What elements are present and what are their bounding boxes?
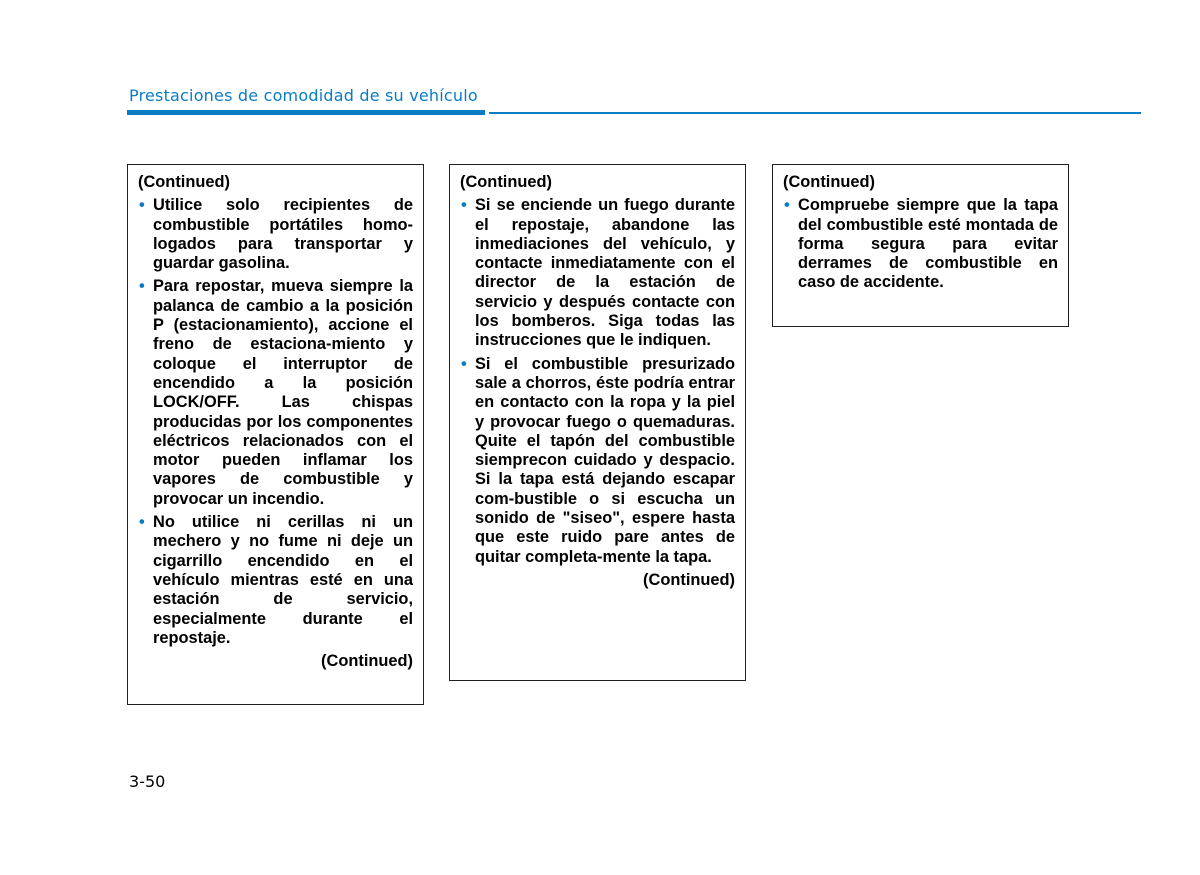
- header-rule-thick: [127, 110, 485, 115]
- bullet-icon: •: [139, 196, 145, 215]
- list-item: [138, 513, 413, 648]
- bullet-text: Compruebe siempre que la tapa del combustible esté montada de forma segura para evitar derrames de combustible en caso de accidente.: [798, 196, 1058, 292]
- list-item: [460, 196, 735, 350]
- bullet-text: Si el combustible presurizado sale a chorros, éste podría entrar en contacto con la ropa y la piel y provocar fuego o quemaduras. Quite el tapón del combustible siemprecon cuidado y despacio. Si la tapa está dejando escapar com-bustible o si escucha un sonido de "siseo", espere hasta que este ruido pare antes de quitar completa-mente la tapa.: [475, 354, 735, 566]
- header-rule-thin: [489, 112, 1141, 114]
- list-item: [783, 196, 1058, 292]
- bullet-text: Para repostar, mueva siempre la palanca de cambio a la posición P (estacionamiento), accione el freno de estaciona-miento y coloque el interruptor de encendido a la posición LOCK/OFF. Las chispas producidas por los componentes eléctricos relacionados con el motor pueden inflamar los vapores de combustible y provocar un incendio.: [153, 277, 413, 508]
- section-title: Prestaciones de comodidad de su vehículo: [129, 86, 478, 105]
- page-number: 3-50: [129, 772, 166, 791]
- bullet-text: No utilice ni cerillas ni un mechero y no fume ni deje un cigarrillo encendido en el vehículo mientras esté en una estación de servicio, especialmente durante el repostaje.: [153, 513, 413, 647]
- continued-footer: (Continued): [643, 570, 735, 589]
- bullet-list: [783, 196, 1058, 292]
- list-item: [138, 277, 413, 509]
- bullet-text: Utilice solo recipientes de combustible portátiles homo-logados para transportar y guardar gasolina.: [153, 196, 413, 273]
- bullet-icon: •: [139, 513, 145, 532]
- bullet-icon: •: [461, 196, 467, 215]
- warning-box-1: [127, 164, 424, 705]
- continued-heading: (Continued): [138, 173, 230, 191]
- bullet-text: Si se enciende un fuego durante el repostaje, abandone las inmediaciones del vehículo, y contacte inmediatamente con el director de la estación de servicio y después contacte con los bomberos. Siga todas las instrucciones que le indiquen.: [475, 196, 735, 350]
- bullet-list: [460, 196, 735, 567]
- list-item: [460, 355, 735, 567]
- bullet-icon: •: [784, 196, 790, 215]
- continued-heading: (Continued): [783, 173, 875, 191]
- list-item: [138, 196, 413, 273]
- continued-footer: (Continued): [321, 652, 413, 671]
- bullet-icon: •: [461, 354, 467, 373]
- continued-heading: (Continued): [460, 173, 552, 191]
- warning-box-3: [772, 164, 1069, 327]
- warning-box-2: [449, 164, 746, 681]
- bullet-icon: •: [139, 277, 145, 296]
- bullet-list: [138, 196, 413, 648]
